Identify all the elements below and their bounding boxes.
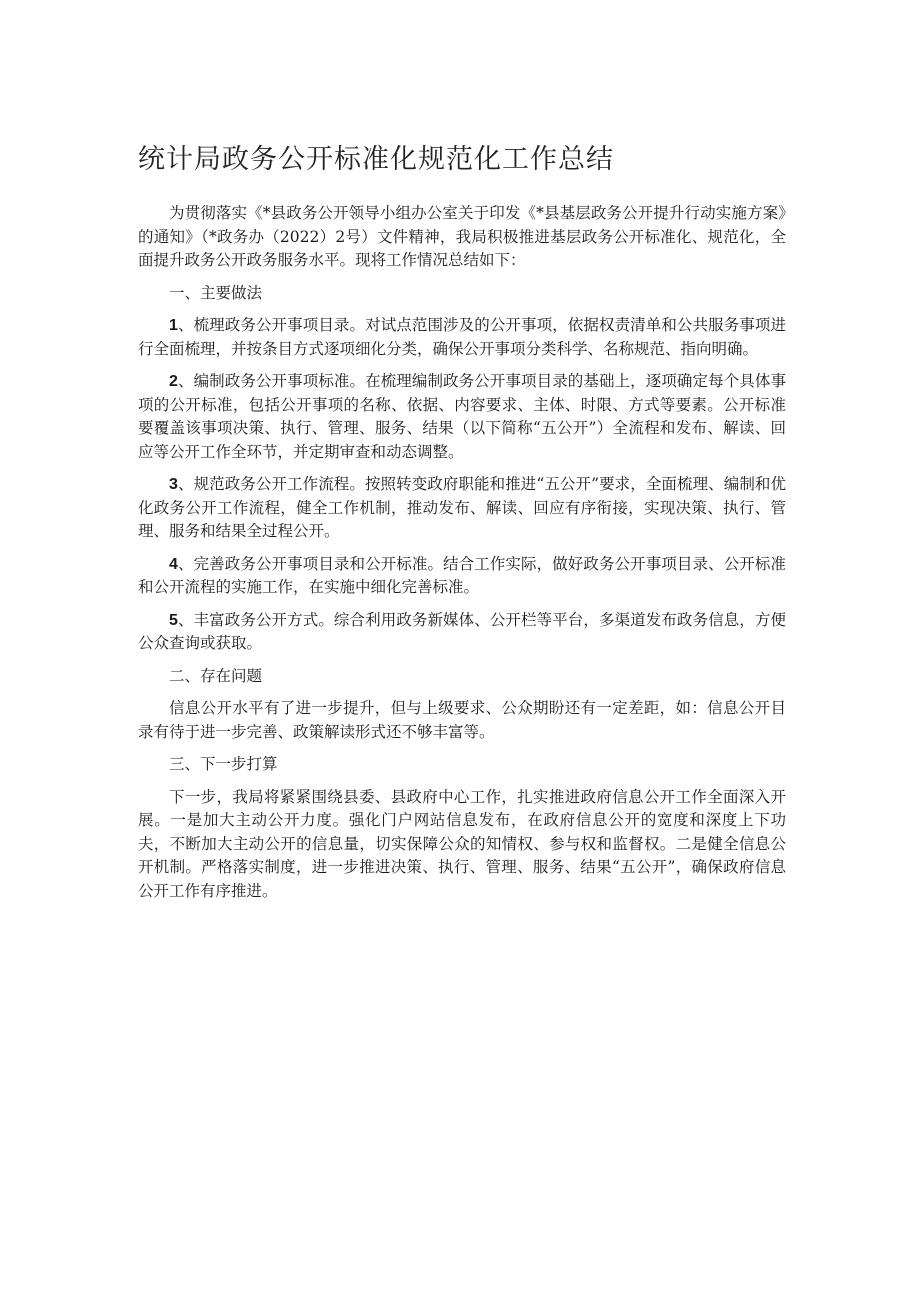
item-number: 2 [169, 373, 178, 390]
item-text: 、完善政务公开事项目录和公开标准。结合工作实际，做好政务公开事项目录、公开标准和公开流程的实施工作，在实施中细化完善标准。 [138, 554, 786, 596]
item-text: 、编制政务公开事项标准。在梳理编制政务公开事项目录的基础上，逐项确定每个具体事项的公开标准，包括公开事项的名称、依据、内容要求、主体、时限、方式等要素。公开标准要覆盖该事项决策、执行、管理、服务、结果（以下简称“五公开”）全流程和发布、解读、回应等公开工作全环节，并定期审查和动态调整。 [138, 372, 786, 461]
item-number: 1 [169, 317, 178, 334]
item-number: 3 [169, 476, 178, 493]
intro-paragraph: 为贯彻落实《*县政务公开领导小组办公室关于印发《*县基层政务公开提升行动实施方案》的通知》（*政务办（2022）2号）文件精神，我局积极推进基层政务公开标准化、规范化，全面提升政务公开政务服务水平。现将工作情况总结如下： [138, 204, 786, 269]
practice-item-5 [138, 609, 786, 656]
document-page [138, 140, 786, 912]
section-heading-main-practices: 一、主要做法 [169, 283, 263, 302]
item-number: 5 [169, 611, 178, 629]
problems-paragraph: 信息公开水平有了进一步提升，但与上级要求、公众期盼还有一定差距，如：信息公开目录有待于进一步完善、政策解读形式还不够丰富等。 [138, 699, 786, 741]
item-number: 4 [169, 555, 178, 573]
item-text: 、梳理政务公开事项目录。对试点范围涉及的公开事项，依据权责清单和公共服务事项进行全面梳理，并按条目方式逐项细化分类，确保公开事项分类科学、名称规范、指向明确。 [138, 316, 786, 358]
practice-item-2 [138, 370, 786, 464]
item-text: 、规范政务公开工作流程。按照转变政府职能和推进“五公开”要求，全面梳理、编制和优化政务公开工作流程，健全工作机制，推动发布、解读、回应有序衔接，实现决策、执行、管理、服务和结果全过程公开。 [138, 475, 786, 540]
next-steps-paragraph: 下一步，我局将紧紧围绕县委、县政府中心工作，扎实推进政府信息公开工作全面深入开展。一是加大主动公开力度。强化门户网站信息发布，在政府信息公开的宽度和深度上下功夫，不断加大主动公开的信息量，切实保障公众的知情权、参与权和监督权。二是健全信息公开机制。严格落实制度，进一步推进决策、执行、管理、服务、结果“五公开”，确保政府信息公开工作有序推进。 [138, 787, 786, 900]
practice-item-4 [138, 553, 786, 600]
section-heading-problems: 二、存在问题 [169, 666, 263, 685]
practice-item-1 [138, 314, 786, 361]
document-title: 统计局政务公开标准化规范化工作总结 [138, 144, 614, 175]
item-text: 、丰富政务公开方式。综合利用政务新媒体、公开栏等平台，多渠道发布政务信息，方便公众查询或获取。 [138, 610, 786, 652]
section-heading-next-steps: 三、下一步打算 [169, 755, 278, 773]
practice-item-3 [138, 473, 786, 544]
